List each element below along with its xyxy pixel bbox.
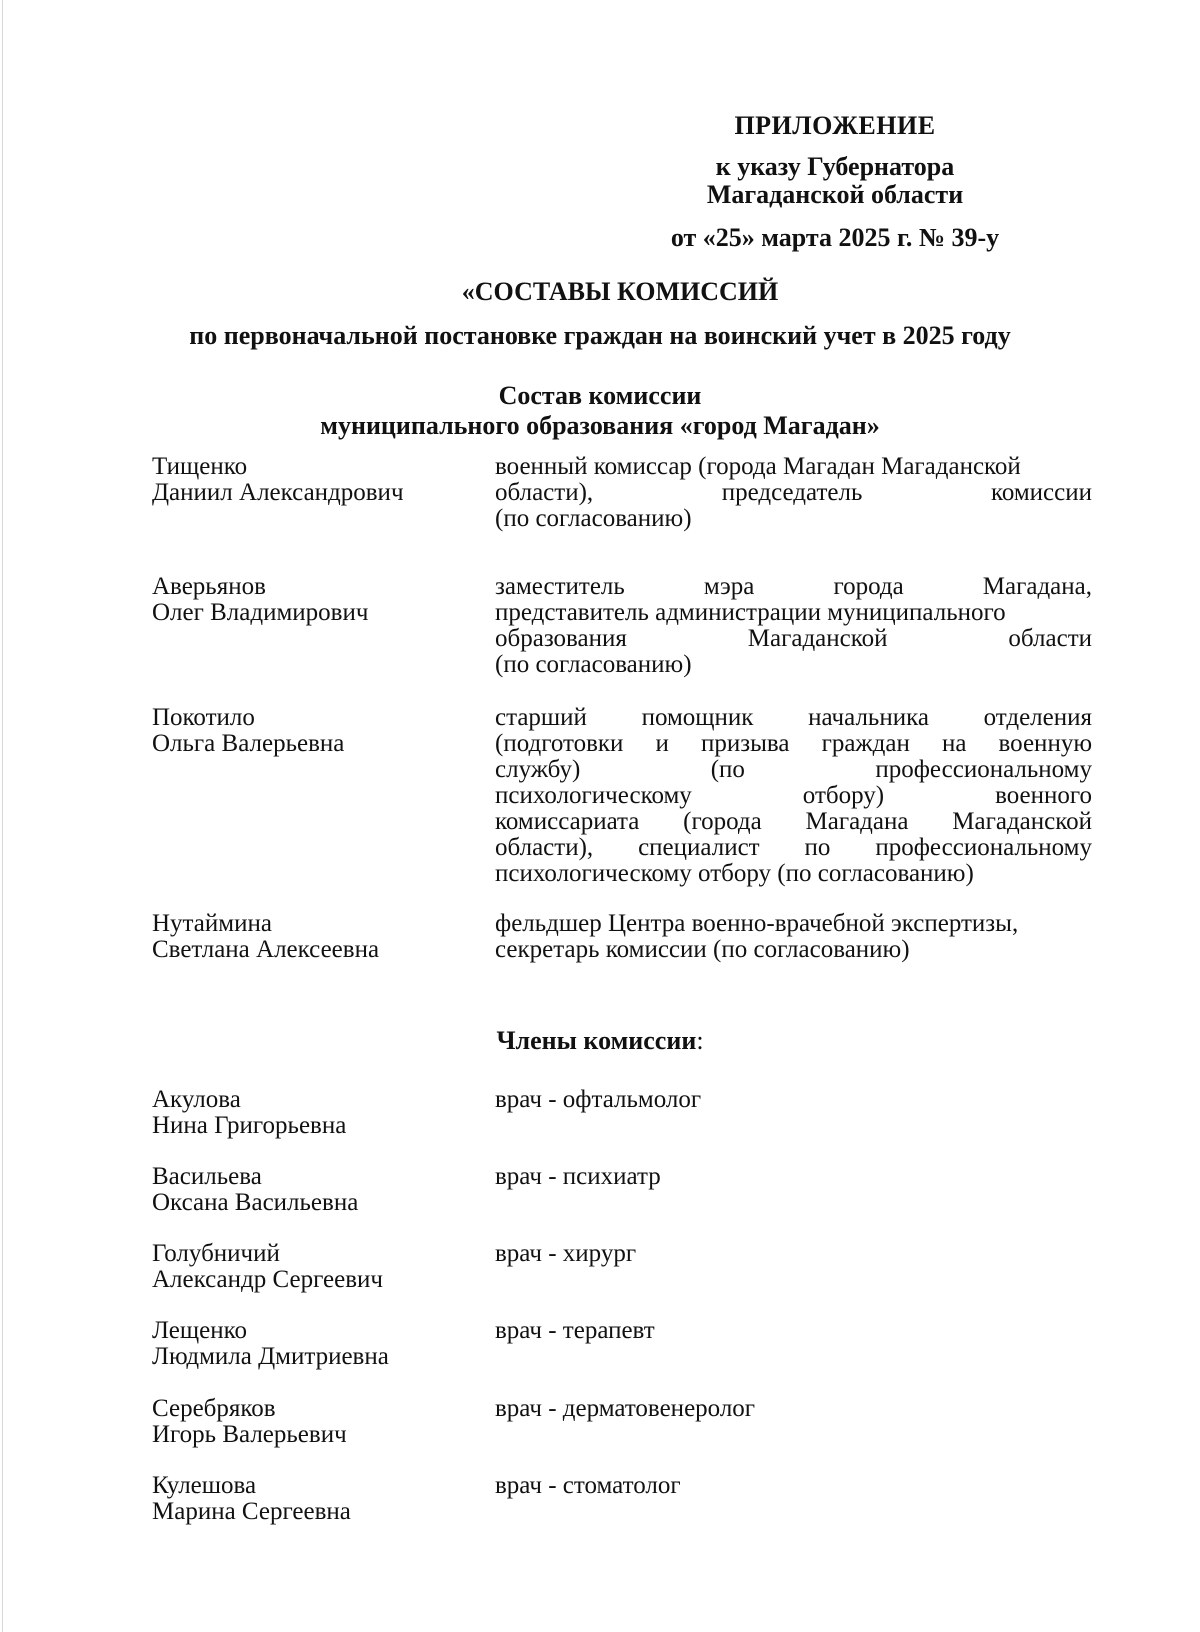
person-role: врач - терапевт xyxy=(495,1317,655,1344)
members-heading-label: Члены комиссии xyxy=(496,1026,697,1055)
person-surname: Покотило xyxy=(152,704,255,731)
person-surname: Лещенко xyxy=(152,1317,247,1344)
role-line: старший помощник начальника отделения xyxy=(495,704,1092,731)
person-name xyxy=(152,1318,482,1370)
person-given-names: Игорь Валерьевич xyxy=(152,1421,347,1448)
person-given-names: Олег Владимирович xyxy=(152,599,369,626)
person-given-names: Александр Сергеевич xyxy=(152,1266,383,1293)
person-role xyxy=(495,454,1092,532)
person-given-names: Ольга Валерьевна xyxy=(152,730,345,757)
person-given-names: Оксана Васильевна xyxy=(152,1189,359,1216)
person-surname: Тищенко xyxy=(152,453,248,480)
person-role: врач - дерматовенеролог xyxy=(495,1395,756,1422)
person-role xyxy=(495,574,1092,678)
appendix-date: от «25» марта 2025 г. № 39-у xyxy=(670,223,1000,252)
person-given-names: Людмила Дмитриевна xyxy=(152,1343,389,1370)
role-line: представитель администрации муниципального xyxy=(495,599,1006,626)
section-subtitle: муниципального образования «город Магадан» xyxy=(320,411,880,440)
person-role xyxy=(495,705,1092,887)
role-line: фельдшер Центра военно-врачебной экспертизы, xyxy=(495,910,1019,937)
role-line: секретарь комиссии (по согласованию) xyxy=(495,936,910,963)
document-subtitle: по первоначальной постановке граждан на воинский учет в 2025 году xyxy=(189,321,1011,350)
role-line: службу) (по профессиональному xyxy=(495,756,1092,783)
appendix-decree-line: к указу Губернатора xyxy=(715,152,955,181)
person-name xyxy=(152,1087,482,1139)
person-given-names: Светлана Алексеевна xyxy=(152,936,380,963)
role-line: образования Магаданской области xyxy=(495,625,1092,652)
person-name xyxy=(152,1396,482,1448)
scan-edge-line xyxy=(2,0,3,1632)
person-surname: Голубничий xyxy=(152,1240,280,1267)
role-line: психологическому отбору (по согласованию) xyxy=(495,860,974,887)
appendix-title: ПРИЛОЖЕНИЕ xyxy=(734,111,936,140)
role-line: области), председатель комиссии xyxy=(495,479,1092,506)
role-line: области), специалист по профессиональному xyxy=(495,834,1092,861)
document-title: «СОСТАВЫ КОМИССИЙ xyxy=(461,277,779,306)
person-role: врач - психиатр xyxy=(495,1163,661,1190)
person-surname: Акулова xyxy=(152,1086,241,1113)
role-line: военный комиссар (города Магадан Магаданской xyxy=(495,453,1021,480)
person-name xyxy=(152,574,482,626)
person-surname: Кулешова xyxy=(152,1472,257,1499)
section-title: Состав комиссии xyxy=(498,381,702,410)
role-line: психологическому отбору) военного xyxy=(495,782,1092,809)
role-line: (подготовки и призыва граждан на военную xyxy=(495,730,1092,757)
person-name xyxy=(152,1241,482,1293)
person-role: врач - хирург xyxy=(495,1240,637,1267)
person-surname: Серебряков xyxy=(152,1395,276,1422)
person-given-names: Марина Сергеевна xyxy=(152,1498,351,1525)
person-name xyxy=(152,454,482,506)
person-role: врач - стоматолог xyxy=(495,1472,681,1499)
person-surname: Нутаймина xyxy=(152,910,272,937)
appendix-region-line: Магаданской области xyxy=(706,180,964,209)
members-heading-colon: : xyxy=(696,1026,704,1055)
person-surname: Васильева xyxy=(152,1163,262,1190)
person-given-names: Даниил Александрович xyxy=(152,479,404,506)
person-name xyxy=(152,1164,482,1216)
person-role: врач - офтальмолог xyxy=(495,1086,702,1113)
role-line: (по согласованию) xyxy=(495,505,692,532)
members-heading xyxy=(0,1027,1200,1055)
role-line: (по согласованию) xyxy=(495,651,692,678)
role-line: заместитель мэра города Магадана, xyxy=(495,573,1092,600)
person-role xyxy=(495,911,1092,963)
person-name xyxy=(152,1473,482,1525)
person-surname: Аверьянов xyxy=(152,573,266,600)
person-name xyxy=(152,705,482,757)
person-name xyxy=(152,911,482,963)
role-line: комиссариата (города Магадана Магаданской xyxy=(495,808,1092,835)
person-given-names: Нина Григорьевна xyxy=(152,1112,347,1139)
